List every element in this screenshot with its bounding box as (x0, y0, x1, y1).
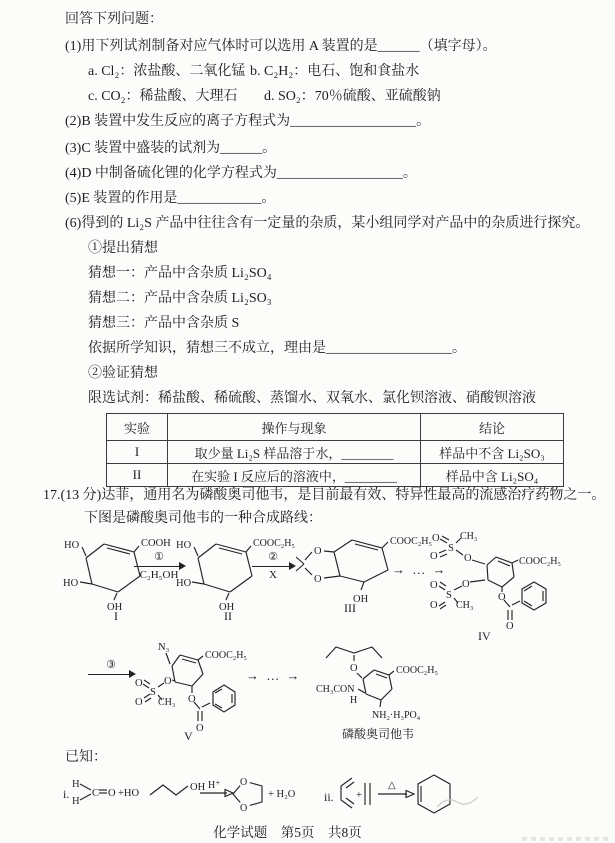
reaction-arrow-3 (88, 659, 134, 677)
atom-label: O (432, 533, 440, 544)
guess-2: 猜想二：产品中含杂质 Li₂SO₃ (88, 291, 272, 306)
col-header-conclusion: 结论 (421, 414, 564, 441)
ellipsis-arrow: → … → (246, 668, 302, 683)
option-c: c. CO₂：稀盐酸、大理石 (88, 89, 238, 104)
atom-label: H (72, 779, 80, 790)
atom-label: NH₂·H₃PO₄ (372, 710, 421, 721)
q16-part4: (4)D 中制备硫化锂的化学方程式为__________________。 (65, 166, 417, 181)
verify-title: ②验证猜想 (88, 366, 158, 381)
atom-label: O (314, 574, 322, 585)
condition-label: △ (388, 780, 396, 791)
bonds (192, 544, 252, 600)
arrow-shaft (252, 566, 294, 567)
compound-name: 磷酸奥司他韦 (342, 727, 415, 741)
atom-label: COOC₂H₅ (390, 536, 432, 547)
item-label: ii. (324, 790, 334, 804)
atom-label: OH (353, 594, 369, 605)
structure-V (134, 636, 314, 746)
bonds (143, 653, 235, 721)
scan-artifact (522, 837, 610, 841)
atom-label: O (430, 580, 438, 591)
catalyst-label: H⁺ (208, 780, 221, 791)
q17-stem: 17.(13 分)达菲，通用名为磷酸奥司他韦，是目前最有效、特异性最高的流感治疗药物之一。 (43, 488, 606, 503)
guess-title: ①提出猜想 (88, 241, 158, 256)
plus-sign: + (356, 790, 362, 801)
exp-operation: 在实验 I 反应后的溶液中，________ (168, 464, 421, 487)
option-d: d. SO₂：70％硫酸、亚硫酸钠 (264, 89, 441, 104)
table-row (107, 441, 564, 464)
atom-label: COOC₂H₅ (519, 556, 561, 567)
atom-label: O (464, 553, 472, 564)
reaction-arrow-2 (252, 551, 294, 581)
q16-part6: (6)得到的 Li₂S 产品中往往含有一定量的杂质，某小组同学对产品中的杂质进行探究。 (65, 216, 590, 231)
exp-id: I (107, 441, 168, 464)
structure-oseltamivir-phosphate (314, 624, 499, 744)
bonds (80, 544, 140, 600)
atom-label: O (188, 694, 196, 705)
step-number: ① (154, 551, 164, 563)
step-number: ③ (106, 659, 116, 671)
exp-conclusion: 样品中含 Li₂SO₄ (421, 464, 564, 487)
table-row (107, 464, 564, 487)
atom-label: CH₃ (460, 531, 478, 542)
atom-label: O (196, 723, 204, 734)
atom-label: H (72, 796, 80, 807)
option-b: b. C₂H₂：电石、饱和食盐水 (250, 64, 420, 79)
atom-label: CH₃ (158, 697, 176, 708)
atom-label: HO (176, 540, 192, 551)
structure-label: III (344, 601, 356, 615)
atom-label: O (462, 579, 470, 590)
page-footer: 化学试题 第5页 共8页 (213, 825, 362, 840)
exp-id: II (107, 464, 168, 487)
guess-3: 猜想三：产品中含杂质 S (88, 316, 240, 331)
atom-label: C (92, 788, 100, 799)
structure-label: V (184, 729, 193, 743)
atom-label: OH (190, 782, 206, 793)
structure-label: I (114, 609, 118, 623)
atom-label: N₃ (158, 642, 170, 653)
option-a: a. Cl₂：浓盐酸、二氧化锰 (88, 64, 246, 79)
exp-operation: 取少量 Li₂S 样品溶于水，________ (168, 441, 421, 464)
bonds (326, 647, 394, 707)
atom-label: H (350, 695, 358, 706)
atom-label: OH (107, 602, 123, 613)
atom-label: O (240, 777, 248, 788)
bonds (296, 540, 388, 590)
atom-label: O (108, 788, 116, 799)
formula: +HO (118, 788, 140, 799)
step-number: ② (268, 551, 278, 563)
scan-artifact (435, 792, 480, 814)
reagent-list: 限选试剂：稀盐酸、稀硫酸、蒸馏水、双氧水、氯化钡溶液、硝酸钡溶液 (88, 391, 536, 406)
atom-label: CH₃CON (316, 684, 355, 695)
item-label: i. (63, 787, 70, 801)
guess-1: 猜想一：产品中含杂质 Li₂SO₄ (88, 266, 272, 281)
q16-part2: (2)B 装置中发生反应的离子方程式为__________________。 (65, 114, 431, 129)
known-reaction-i (60, 768, 318, 822)
atom-label: O (314, 546, 322, 557)
step-reagent: C₂H₅OH (139, 568, 179, 581)
atom-label: O (164, 676, 172, 687)
structure-label: IV (478, 629, 491, 643)
atom-label: S (448, 543, 454, 554)
col-header-operation: 操作与现象 (168, 414, 421, 441)
guess-reason: 依据所学知识，猜想三不成立，理由是__________________。 (88, 341, 466, 356)
atom-label: CH₃ (456, 600, 474, 611)
atom-label: O (240, 803, 248, 814)
exp-conclusion: 样品中不含 Li₂SO₃ (421, 441, 564, 464)
col-header-experiment: 实验 (107, 414, 168, 441)
atom-label: HO (63, 578, 79, 589)
arrow-shaft (88, 674, 134, 675)
atom-label: O (506, 621, 514, 632)
atom-label: O (135, 697, 143, 708)
atom-label: O (135, 678, 143, 689)
atom-label: HO (64, 540, 80, 551)
q16-part1: (1)用下列试剂制备对应气体时可以选用 A 装置的是______（填字母）。 (65, 39, 497, 54)
atom-label: S (150, 687, 156, 698)
atom-label: COOC₂H₅ (253, 538, 295, 549)
known-title: 已知： (65, 750, 107, 765)
atom-label: COOC₂H₅ (205, 650, 247, 661)
atom-label: S (446, 590, 452, 601)
atom-label: O (498, 592, 506, 603)
structure-label: II (224, 609, 232, 623)
q16-intro: 回答下列问题： (65, 12, 163, 27)
atom-label: HO (176, 578, 192, 589)
experiment-table (106, 413, 564, 487)
atom-label: O (350, 663, 358, 674)
q17-stem2: 下图是磷酸奥司他韦的一种合成路线： (84, 511, 322, 526)
atom-label: O (430, 551, 438, 562)
atom-label: O (430, 600, 438, 611)
q16-part3: (3)C 装置中盛装的试剂为______。 (65, 141, 277, 156)
step-reagent: X (269, 568, 277, 581)
formula: + H₂O (268, 789, 296, 800)
ellipsis-arrow: → … → (392, 562, 448, 577)
q16-part5: (5)E 装置的作用是____________。 (65, 191, 276, 206)
atom-label: COOC₂H₅ (396, 665, 438, 676)
atom-label: OH (219, 602, 235, 613)
atom-label: COOH (141, 538, 171, 549)
